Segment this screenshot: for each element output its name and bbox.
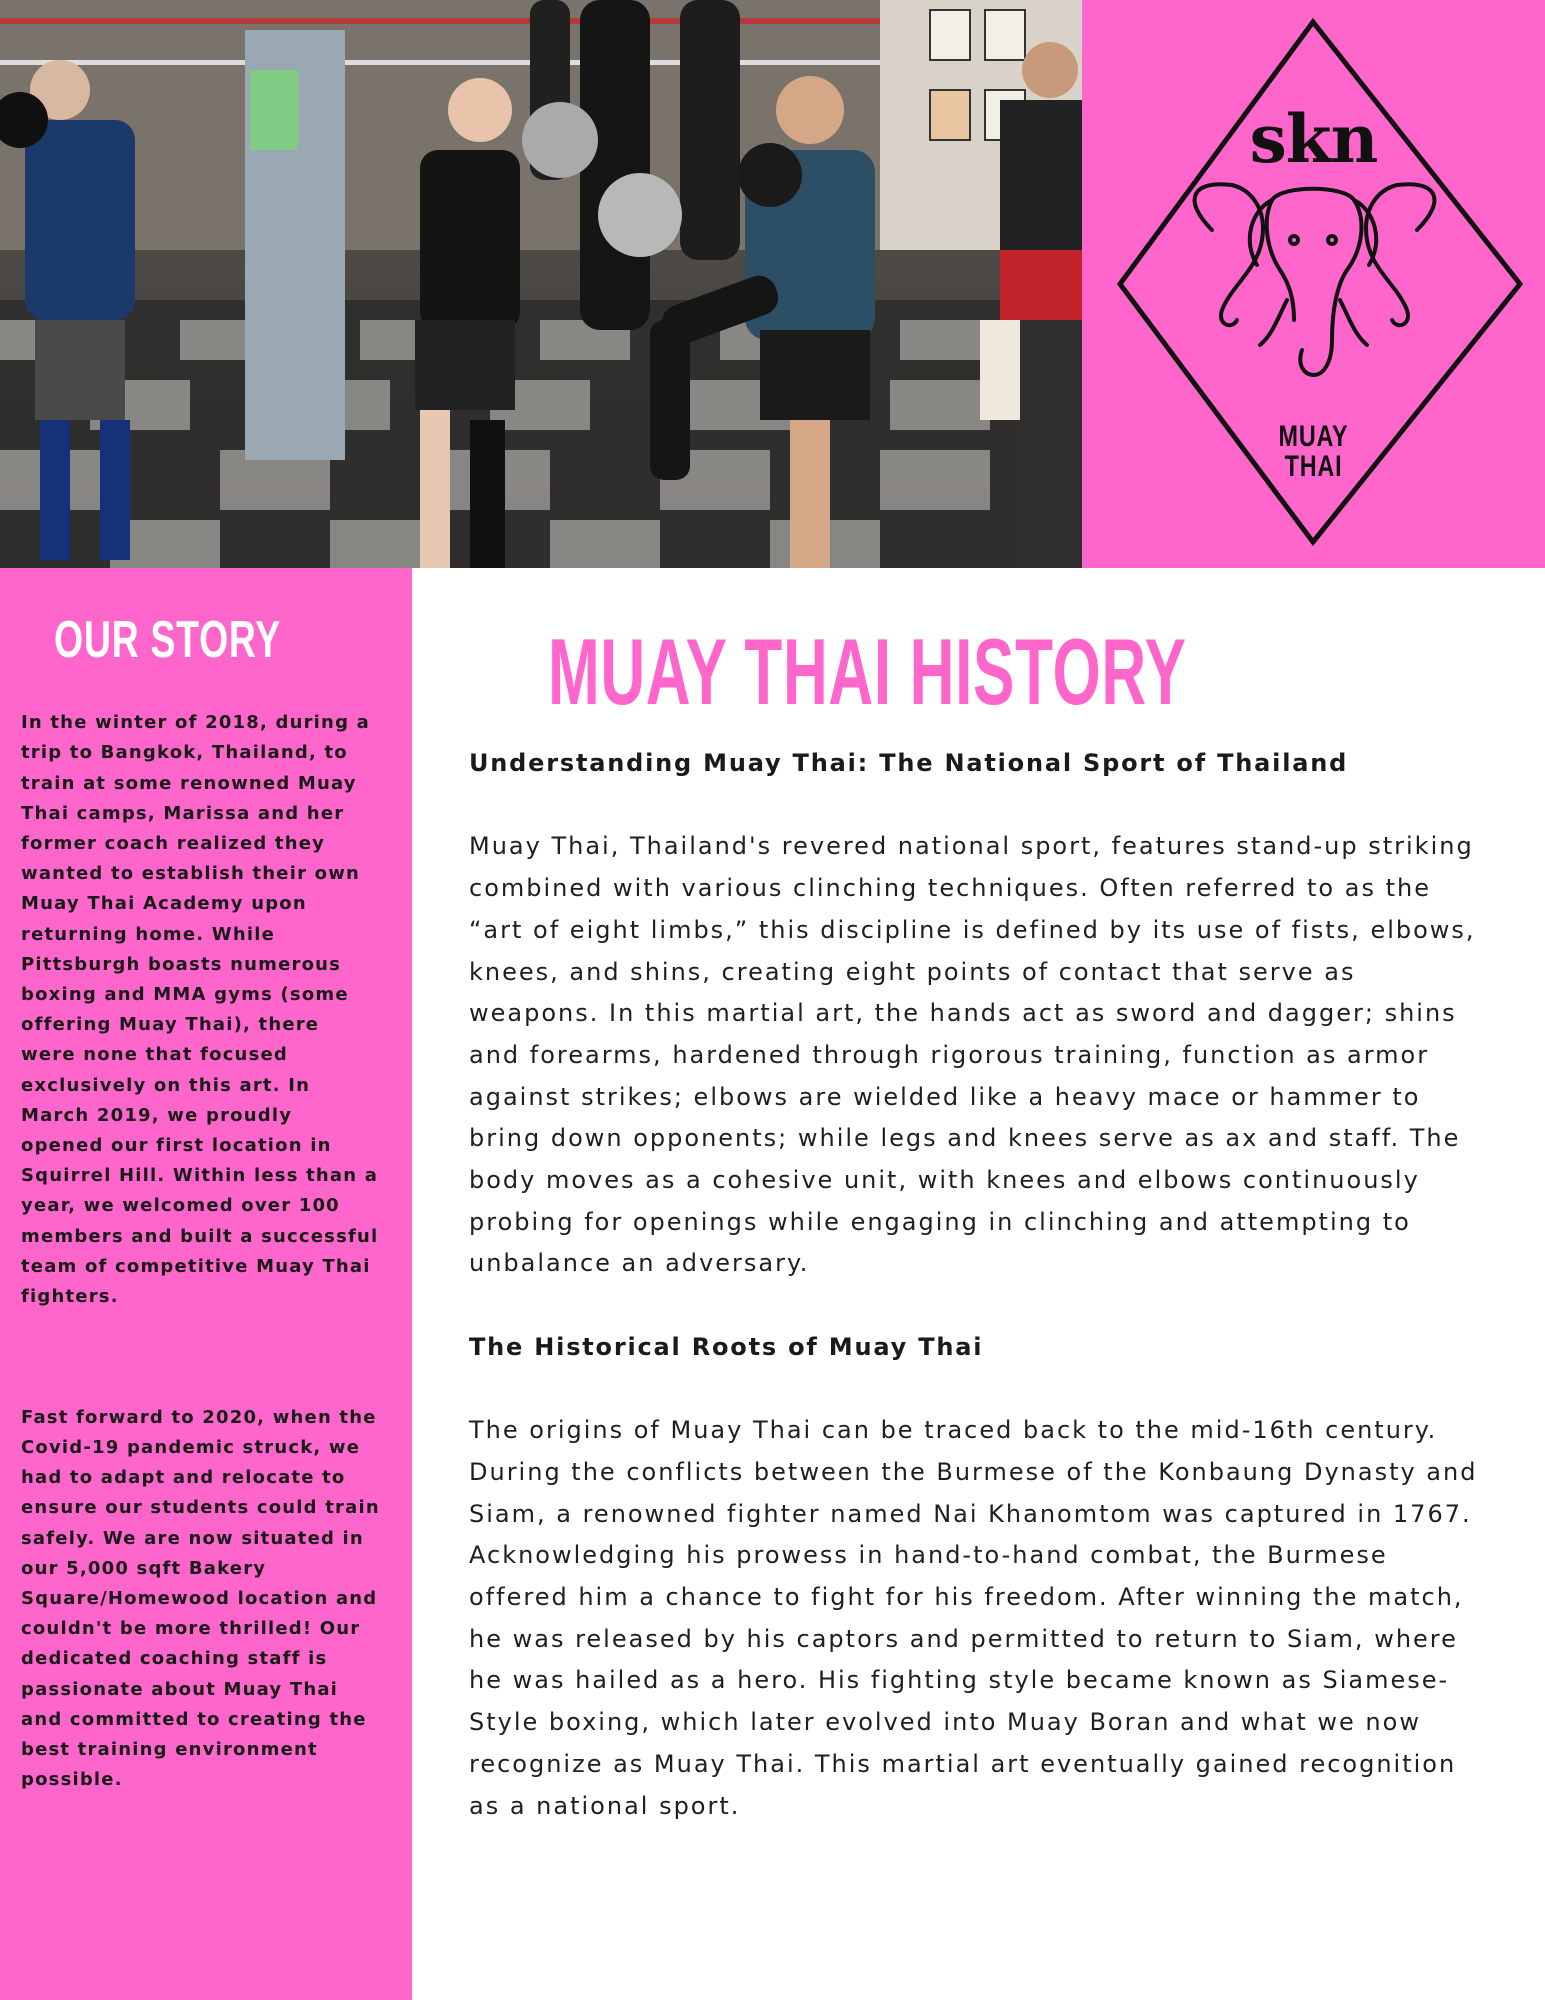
section-heading-national-sport: Understanding Muay Thai: The National Sport of Thailand [469,749,1349,777]
our-story-sidebar [0,568,412,2000]
paragraph-spacer [21,1342,381,1372]
page-title: MUAY THAI HISTORY [548,619,1187,724]
gym-training-photo [0,0,1082,568]
brand-line-thai: THAI [1284,450,1343,483]
our-story-paragraph-1: In the winter of 2018, during a trip to Bangkok, Thailand, to train at some renowned Muay Thai camps, Marissa and her former coach realized they wanted to establish their own Muay Thai Academy upon returning home. While Pittsburgh boasts numerous boxing and MMA gyms (some offering Muay Thai), there were none that focused exclusively on this art. In March 2019, we proudly opened our first location in Squirrel Hill. Within less than a year, we welcomed over 100 members and built a successful team of competitive Muay Thai fighters. [21,712,379,1308]
gym-photo-illustration [0,0,1082,568]
our-story-body [21,678,381,1826]
our-story-paragraph-2: Fast forward to 2020, when the Covid-19 pandemic struck, we had to adapt and relocate to ensure our students could train safely. We are now situated in our 5,000 sqft Bakery Square/Homewood location and couldn't be more thrilled! Our dedicated coaching staff is passionate about Muay Thai and committed to creating the best training environment possible. [21,1406,380,1791]
brand-name: skn [1249,100,1378,178]
section-body-national-sport: Muay Thai, Thailand's revered national sport, features stand-up striking combined with various clinching techniques. Often referred to as the “art of eight limbs,” this discipline is defined by its use of fists, elbows, knees, and shins, creating eight points of contact that serve as weapons. In this martial art, the hands act as sword and dagger; shins and forearms, hardened through rigorous training, function as armor against strikes; elbows are wielded like a heavy mace or hammer to bring down opponents; while legs and knees serve as ax and staff. The body moves as a cohesive unit, with knees and elbows continuously probing for openings while engaging in clinching and attempting to unbalance an adversary. [469,832,1476,1278]
our-story-title: OUR STORY [54,611,281,669]
history-article [469,743,1489,1827]
brand-logo-panel [1082,0,1545,568]
section-heading-historical-roots: The Historical Roots of Muay Thai [469,1332,984,1361]
section-body-historical-roots: The origins of Muay Thai can be traced back to the mid-16th century. During the conflicts between the Burmese of the Konbaung Dynasty and Siam, a renowned fighter named Nai Khanomtom was captured in 1767. Acknowledging his prowess in hand-to-hand combat, the Burmese offered him a chance to fight for his freedom. After winning the match, he was released by his captors and permitted to return to Siam, where he was hailed as a hero. His fighting style became known as Siamese-Style boxing, which later evolved into Muay Boran and what we now recognize as Muay Thai. This martial art eventually gained recognition as a national sport. [469,1416,1478,1820]
section-spacer [469,1285,1489,1327]
section-spacer [469,785,1489,827]
brand-line-muay: MUAY [1278,420,1349,453]
section-spacer [469,1369,1489,1411]
